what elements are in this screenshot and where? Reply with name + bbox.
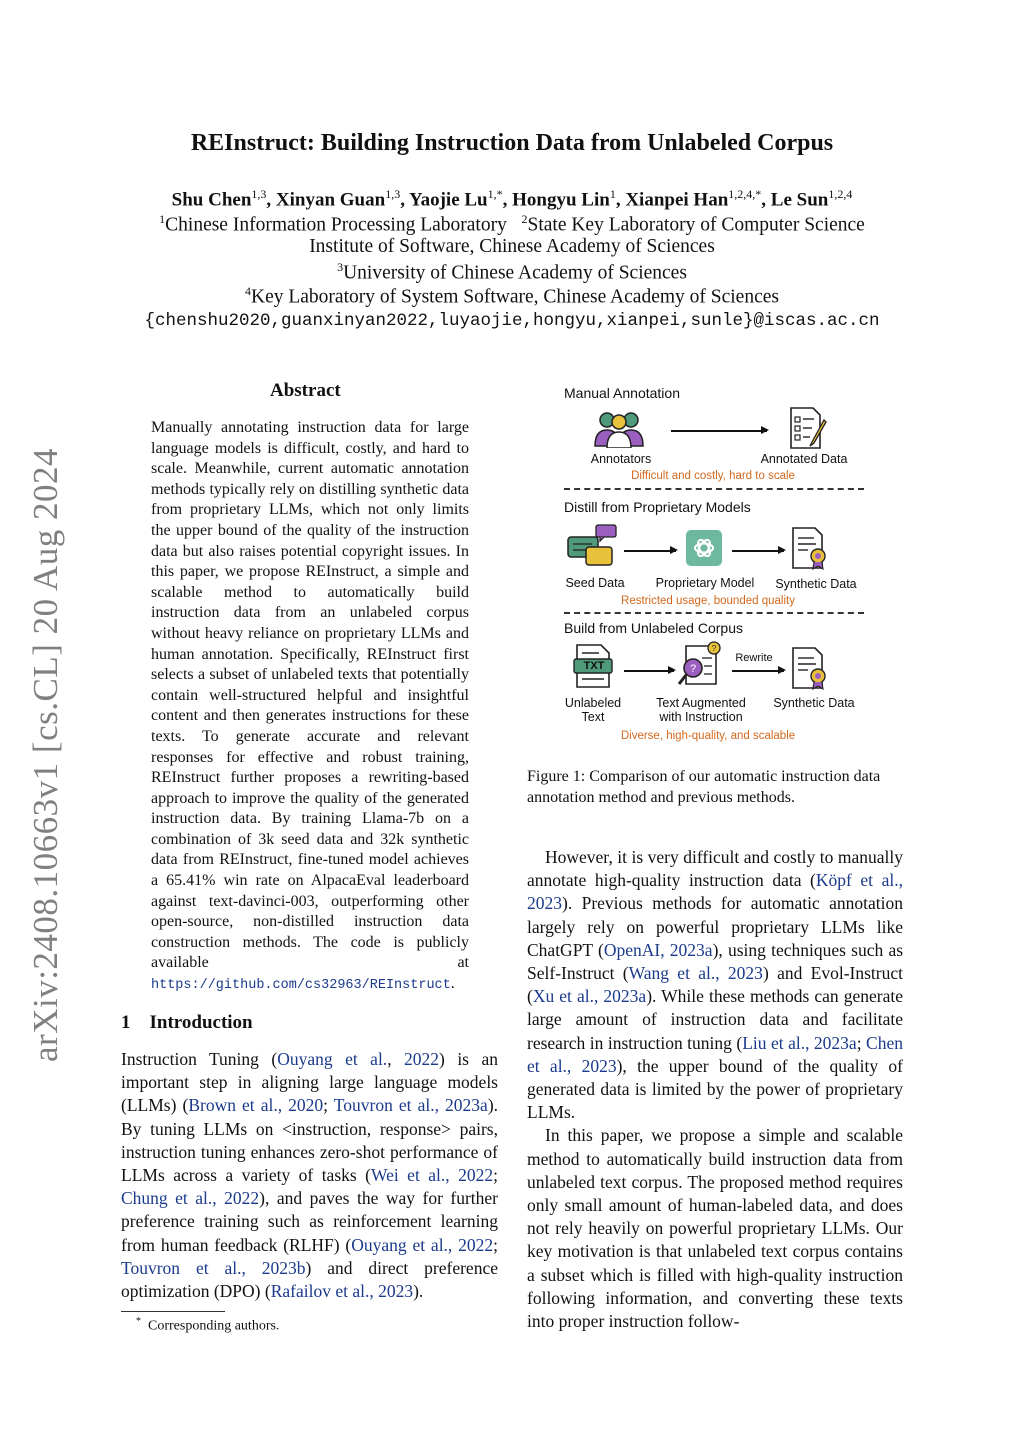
label-augmented-line1: Text Augmented bbox=[656, 696, 746, 710]
fig-section-unlabeled: Build from Unlabeled Corpus bbox=[564, 620, 743, 636]
label-annotated-data: Annotated Data bbox=[760, 452, 848, 466]
paragraph-text: ), using techniques such as Self-Instruct ( bbox=[527, 939, 904, 984]
author-list: Shu Chen$^{1,3}$, Xinyan Guan$^{1,3}$, Yaojie $Lu^{1,*}$, Hongyu Lin$^1$, Xianpei Han$^{1,2,4,*}$, Le Sun$^{1,2,4}$ bbox=[171, 187, 853, 211]
right-p2: In this paper, we propose a simple and scalable method to automatically build instruction data from unlabeled text corpus. The proposed method requires only small amount of human-labeled data, and does not rely heavily on powerful proprietary LLMs. Our key motivation is that unlabeled text corpus contains a subset which is filled with high-quality instruction following information, and converting these texts into proper instruction follow- bbox=[527, 1125, 903, 1332]
paragraph-text: , bbox=[387, 1049, 405, 1069]
paragraph-text: However, it is very difficult and costly to manually annotate high-quality instruction data ( bbox=[527, 847, 903, 891]
divider-1 bbox=[564, 488, 864, 490]
citation-link[interactable]: Chen et al., 2023 bbox=[527, 1032, 903, 1076]
divider-2 bbox=[564, 612, 864, 614]
label-augmented-line2: with Instruction bbox=[659, 710, 743, 724]
txt-icon-label: TXT bbox=[583, 660, 605, 672]
proprietary-model-icon bbox=[686, 530, 722, 566]
citation-link[interactable]: Touvron et al., 2023a bbox=[333, 1095, 488, 1116]
label-unlabeled-line2: Text bbox=[581, 710, 605, 724]
right-p1 bbox=[527, 846, 903, 1124]
paragraph-text: ; bbox=[856, 1032, 867, 1053]
author-name: Le Sun bbox=[770, 189, 829, 211]
seed-data-chat-icon bbox=[566, 523, 618, 567]
arrow-seed-to-model bbox=[624, 550, 676, 552]
footnote: * Corresponding authors. bbox=[136, 1316, 280, 1334]
abstract-heading: Abstract bbox=[270, 380, 341, 401]
text-augmented-icon bbox=[676, 640, 724, 692]
section-title: Introduction bbox=[149, 1012, 253, 1033]
annotators-icon bbox=[593, 408, 645, 448]
right-column-body bbox=[527, 846, 903, 1333]
author-affiliation-mark: 1,3 bbox=[251, 187, 267, 201]
label-synthetic-data-2: Synthetic Data bbox=[773, 696, 855, 710]
citation-link[interactable]: Köpf et al., 2023 bbox=[527, 870, 903, 914]
citation-link[interactable]: Wei et al., 2022 bbox=[370, 1165, 494, 1186]
citation-link[interactable]: Xu et al., 2023a bbox=[532, 986, 647, 1007]
section-heading-introduction bbox=[121, 1012, 253, 1034]
paragraph-text: ) is an important step in aligning large language models (LLMs) ( bbox=[121, 1049, 498, 1116]
svg-text:?: ? bbox=[689, 663, 697, 675]
footnote-text: Corresponding authors. bbox=[148, 1318, 280, 1334]
affiliation-4: Key Laboratory of System Software, Chinese Academy of Sciences bbox=[251, 286, 779, 308]
paragraph-text: ; bbox=[323, 1095, 334, 1116]
paragraph-text: ). While these methods can generate large amount of instruction data and facilitate research in instruction tuning ( bbox=[527, 986, 903, 1053]
label-text-augmented bbox=[644, 696, 758, 724]
figure-caption: Figure 1: Comparison of our automatic instruction data annotation method and previous methods. bbox=[527, 768, 881, 806]
paragraph-text: Instruction Tuning ( bbox=[121, 1049, 278, 1069]
arxiv-id: arXiv:2408.10663v1 [cs.CL] 20 Aug 2024 bbox=[26, 448, 65, 1062]
affiliation-line-4: $^4$Key Laboratory of System Software, Chinese Academy of Sciences bbox=[245, 284, 779, 308]
label-annotators: Annotators bbox=[590, 452, 652, 466]
paragraph-text: ; bbox=[493, 1234, 498, 1255]
citation-link[interactable]: Ouyang et al. bbox=[277, 1049, 388, 1069]
label-seed-data: Seed Data bbox=[565, 576, 625, 590]
affiliation-3: University of Chinese Academy of Sciences bbox=[343, 262, 687, 284]
paragraph-text: ) and direct preference optimization (DPO) ( bbox=[121, 1257, 498, 1302]
fig-section-manual: Manual Annotation bbox=[564, 385, 680, 401]
abstract-end: . bbox=[450, 975, 455, 993]
citation-link[interactable]: Brown et al., 2020 bbox=[188, 1095, 324, 1116]
code-link[interactable]: https://github.com/cs32963/REInstruct bbox=[151, 978, 451, 994]
label-synthetic-data-1: Synthetic Data bbox=[775, 577, 857, 591]
citation-link[interactable]: Ouyang et al., 2022 bbox=[351, 1234, 494, 1255]
author-affiliation-mark: 1 bbox=[609, 187, 616, 201]
paragraph-text: ), the upper bound of the quality of generated data is limited by the power of proprietary LLMs. bbox=[527, 1055, 903, 1123]
citation-link[interactable]: Wang et al., 2023 bbox=[628, 963, 763, 984]
note-distill: Restricted usage, bounded quality bbox=[621, 595, 795, 607]
arrow-annotate bbox=[671, 430, 767, 432]
paragraph-text: ) and Evol-Instruct ( bbox=[527, 963, 903, 1007]
arrow-text-to-augmented bbox=[624, 670, 674, 672]
svg-text:?: ? bbox=[711, 644, 717, 653]
label-unlabeled-line1: Unlabeled bbox=[564, 696, 622, 710]
label-unlabeled-text bbox=[558, 696, 628, 724]
author-emails: {chenshu2020,guanxinyan2022,luyaojie,hongyu,xianpei,sunle}@iscas.ac.cn bbox=[144, 311, 880, 331]
abstract-body bbox=[151, 418, 469, 997]
affiliation-line-2: Institute of Software, Chinese Academy of Sciences bbox=[309, 236, 715, 257]
citation-link[interactable]: 2022 bbox=[404, 1049, 440, 1069]
author-affiliation-mark: 1,3 bbox=[385, 187, 401, 201]
author-affiliation-mark: 1,2,4,* bbox=[728, 187, 762, 201]
intro-paragraph-1 bbox=[121, 1048, 498, 1303]
citation-link[interactable]: Liu et al., 2023a bbox=[742, 1032, 857, 1053]
author-name: Xinyan Guan bbox=[275, 189, 386, 211]
section-number: 1 bbox=[121, 1012, 131, 1033]
note-unlabeled: Diverse, high-quality, and scalable bbox=[620, 730, 796, 742]
figure-1 bbox=[558, 380, 868, 750]
abstract-text: Manually annotating instruction data for large language models is difficult, costly, and hard to scale. Meanwhile, current automatic annotation methods typically rely on distilling synthetic data from proprietary LLMs, which not only limits the upper bound of the quality of the instruction data but also raises potential copyright issues. In this paper, we propose REInstruct, a simple and scalable method to automatically build instruction data from an unlabeled corpus without heavy reliance on proprietary LLMs and human annotation. Specifically, REInstruct first selects a subset of unlabeled texts that potentially contain well-structured helpful and insightful content and then generates instructions for these texts. To generate accurate and relevant responses for effective and robust training, REInstruct further proposes a rewriting-based approach to improve the quality of the generated instruction data. By training Llama-7b on a combination of 3k seed data and 32k synthetic data from REInstruct, fine-tuned model achieves a 65.41% win rate on AlpacaEval leaderboard against text-davinci-003, outperforming other open-source, non-distilled instruction data construction methods. The code is publicly available at bbox=[151, 419, 469, 972]
paragraph-text: ). By tuning LLMs on <instruction, response> pairs, instruction tuning enhances zero-shot performance of LLMs across a variety of tasks ( bbox=[121, 1095, 499, 1186]
paragraph-text: ), and paves the way for further preference training such as reinforcement learning from human feedback (RLHF) ( bbox=[121, 1188, 498, 1255]
citation-link[interactable]: Rafailov et al., 2023 bbox=[270, 1281, 414, 1302]
citation-link[interactable]: OpenAI, 2023a bbox=[603, 939, 713, 960]
affiliation-line-3: $^3$University of Chinese Academy of Sciences bbox=[337, 260, 687, 284]
label-rewrite: Rewrite bbox=[735, 652, 773, 664]
citation-link[interactable]: Touvron et al., 2023b bbox=[121, 1257, 306, 1278]
affiliation-2: State Key Laboratory of Computer Science bbox=[527, 214, 865, 236]
author-name: Hongyu Lin bbox=[512, 189, 610, 211]
author-name: Yaojie Lu bbox=[408, 189, 488, 211]
arrow-rewrite bbox=[732, 670, 784, 672]
author-affiliation-mark: 1,2,4 bbox=[828, 187, 853, 201]
paper-title: REInstruct: Building Instruction Data from Unlabeled Corpus bbox=[190, 130, 834, 156]
synthetic-data-icon bbox=[790, 526, 830, 570]
arrow-model-to-synthetic bbox=[732, 550, 784, 552]
affiliation-1: Chinese Information Processing Laboratory bbox=[165, 214, 507, 236]
author-affiliation-mark: 1,* bbox=[487, 187, 503, 201]
note-manual: Difficult and costly, hard to scale bbox=[631, 470, 795, 482]
author-name: Shu Chen bbox=[171, 189, 252, 211]
intro-p1 bbox=[121, 1048, 498, 1303]
paragraph-text: ). Previous methods for automatic annotation largely rely on powerful proprietary LLMs like ChatGPT ( bbox=[527, 893, 903, 960]
paragraph-text: ). bbox=[413, 1281, 424, 1302]
synthetic-data-icon-2 bbox=[790, 646, 830, 690]
footnote-rule bbox=[121, 1311, 225, 1312]
fig-section-distill: Distill from Proprietary Models bbox=[564, 499, 751, 515]
affiliation-line-1: $^1$Chinese Information Processing Laboratory $^2$State Key Laboratory of Computer Science bbox=[159, 212, 865, 236]
arxiv-sidebar bbox=[18, 445, 74, 1065]
paragraph-text: ; bbox=[493, 1165, 498, 1186]
citation-link[interactable]: Chung et al., 2022 bbox=[121, 1188, 260, 1209]
author-name: Xianpei Han bbox=[625, 189, 729, 211]
label-proprietary-model: Proprietary Model bbox=[655, 576, 755, 590]
annotated-data-icon bbox=[788, 406, 828, 450]
